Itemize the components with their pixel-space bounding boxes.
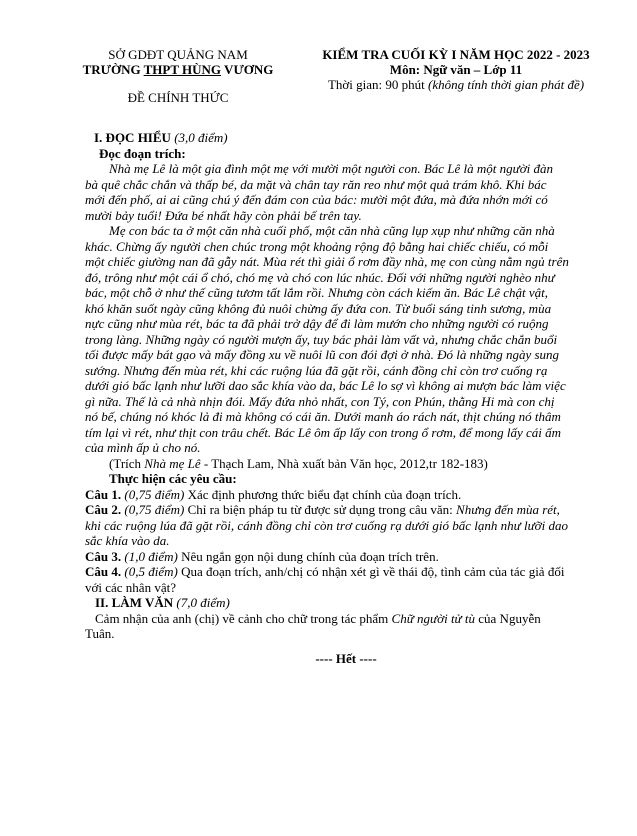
exam-subject: Môn: Ngữ văn – Lớp 11 bbox=[389, 62, 523, 77]
passage-line: khác. Chừng ấy người chen chúc trong một khoảng rộng độ bằng hai chiếc chiếu, có mỗi bbox=[85, 238, 549, 254]
passage-line: tối được mấy bát gạo và mấy đồng xu về nuôi lũ con đói đợi ở nhà. Đó là những ngày sung bbox=[85, 347, 560, 362]
exam-time: Thời gian: 90 phút (không tính thời gian phát đề) bbox=[327, 77, 585, 92]
passage-line: trong làng. Những ngày có người mượn ấy, tuy bác phải làm vất vả, nhưng chắc chắn buổi bbox=[85, 331, 558, 347]
passage-line: dưới gió bấc lạnh như lưỡi dao sắc khía vào da, bác Lê lo sợ vì không ai mượn bác làm việc bbox=[85, 378, 566, 393]
passage-line: Mẹ con bác ta ở một căn nhà cuối phố, một căn nhà cũng lụp xụp như những căn nhà bbox=[109, 223, 555, 238]
question-label: Câu 3. bbox=[85, 548, 122, 564]
question-3 bbox=[85, 549, 607, 565]
question-quote: Nhưng đến mùa rét, bbox=[456, 502, 560, 517]
passage-line: một chiếc giường nan đã gẫy nát. Mùa rét thì giải ổ rơm đầy nhà, mẹ con cùng nằm ngủ trên bbox=[85, 254, 569, 269]
question-points: (0,75 điểm) bbox=[121, 486, 185, 502]
passage-line: của mình ấp ủ cho nó. bbox=[85, 440, 201, 455]
question-label: Câu 2. bbox=[85, 502, 122, 517]
passage-line: sướng. Nhưng đến mùa rét, khi các ruộng lúa đã gặt rồi, cánh đồng chỉ còn trơ cuống rạ bbox=[85, 362, 548, 378]
passage-line: tím lại vì rét, như thịt con trâu chết. Bác Lê ôm ấp lấy con trong ổ rơm, để mong lấy cái ấm bbox=[85, 424, 562, 440]
question-1 bbox=[85, 487, 607, 503]
essay-prompt: Cảm nhận của anh (chị) về cảnh cho chữ trong tác phẩm Chữ người tử tù của Nguyễn bbox=[95, 610, 541, 626]
question-points: (0,5 điểm) bbox=[121, 564, 178, 579]
passage-line: đó, trông như một cái ổ chó, chó mẹ và chó con lúc nhúc. Đối với những người nghèo như bbox=[85, 269, 555, 285]
passage-line: bà quê chắc chắn và thấp bé, da mặt và chân tay răn reo như một quả trám khô. Khi bác bbox=[85, 176, 547, 192]
end-mark: ---- Hết ---- bbox=[315, 650, 377, 666]
passage-line: mới đến phố, ai ai cũng chú ý đến đám con của bác: mười một đứa, mà đứa nhớn mới có bbox=[85, 192, 548, 207]
passage-line: nực cũng như mùa rét, bác ta đã phải trở dậy để đi làm mướn cho những người có ruộng bbox=[85, 316, 549, 331]
passage-line: Nhà mẹ Lê là một gia đình một mẹ với mười một người con. Bác Lê là một người đàn bbox=[109, 161, 554, 176]
question-text: Chỉ ra biện pháp tu từ được sử dụng trong câu văn: bbox=[184, 502, 457, 517]
header-right bbox=[300, 47, 612, 92]
requirements-label: Thực hiện các yêu cầu: bbox=[109, 471, 237, 486]
question-2 bbox=[85, 502, 607, 518]
passage-line: nó bế, chúng nó khóc lả đi mà không có cái ăn. Dưới manh áo rách nát, thịt chúng nó thâm bbox=[85, 409, 561, 424]
section-1-heading: I. ĐỌC HIỂU (3,0 điểm) bbox=[94, 130, 228, 145]
header-left bbox=[58, 47, 298, 105]
question-points: (1,0 điểm) bbox=[121, 548, 178, 564]
school-name: TRƯỜNG THPT HÙNG VƯƠNG bbox=[82, 62, 274, 77]
question-4 bbox=[85, 564, 607, 580]
question-text: Nêu ngắn gọn nội dung chính của đoạn trích trên. bbox=[181, 548, 439, 564]
department-name: SỞ GDĐT QUẢNG NAM bbox=[108, 47, 248, 62]
essay-prompt-line-2: Tuân. bbox=[85, 626, 115, 641]
passage-line: khó khăn suốt ngày cũng không đủ nuôi chừng ấy đứa con. Từ buổi sáng tinh sương, mùa bbox=[85, 300, 552, 316]
exam-content bbox=[85, 130, 607, 666]
question-points: (0,75 điểm) bbox=[121, 502, 185, 517]
passage-line: gì nữa. Thế là cả nhà nhịn đói. Mấy đứa nhỏ nhất, con Tý, con Phún, thằng Hi mà con chị bbox=[85, 393, 555, 409]
passage-line: bác, một chỗ ở như thế cũng tươm tất lắm rồi. Nhưng còn cách kiếm ăn. Bác Lê chật vật, bbox=[85, 285, 548, 300]
question-text-line: với các nhân vật? bbox=[85, 579, 176, 595]
read-label: Đọc đoạn trích: bbox=[99, 145, 186, 161]
exam-title: KIỂM TRA CUỐI KỲ I NĂM HỌC 2022 - 2023 bbox=[322, 47, 590, 62]
question-text: Xác định phương thức biểu đạt chính của đoạn trích. bbox=[187, 486, 462, 502]
passage-paragraph-1 bbox=[85, 161, 607, 223]
passage-line: mười bảy tuổi! Đứa bé nhất hãy còn phải bế trên tay. bbox=[85, 207, 362, 223]
question-label: Câu 1. bbox=[85, 486, 122, 502]
question-quote-line: sắc khía vào da. bbox=[85, 533, 170, 548]
question-quote-line: khi các ruộng lúa đã gặt rồi, cánh đồng chỉ còn trơ cuống rạ dưới gió bấc lạnh như lưỡi dao bbox=[85, 517, 568, 533]
question-label: Câu 4. bbox=[85, 564, 122, 579]
passage-source: (Trích Nhà mẹ Lê - Thạch Lam, Nhà xuất bản Văn học, 2012,tr 182-183) bbox=[109, 455, 488, 471]
official-exam-label: ĐỀ CHÍNH THỨC bbox=[127, 90, 229, 105]
questions-list bbox=[85, 487, 607, 596]
passage-paragraph-2 bbox=[85, 223, 607, 456]
section-2-heading: II. LÀM VĂN (7,0 điểm) bbox=[95, 595, 230, 610]
question-text: Qua đoạn trích, anh/chị có nhận xét gì về thái độ, tình cảm của tác giả đối bbox=[181, 564, 565, 579]
